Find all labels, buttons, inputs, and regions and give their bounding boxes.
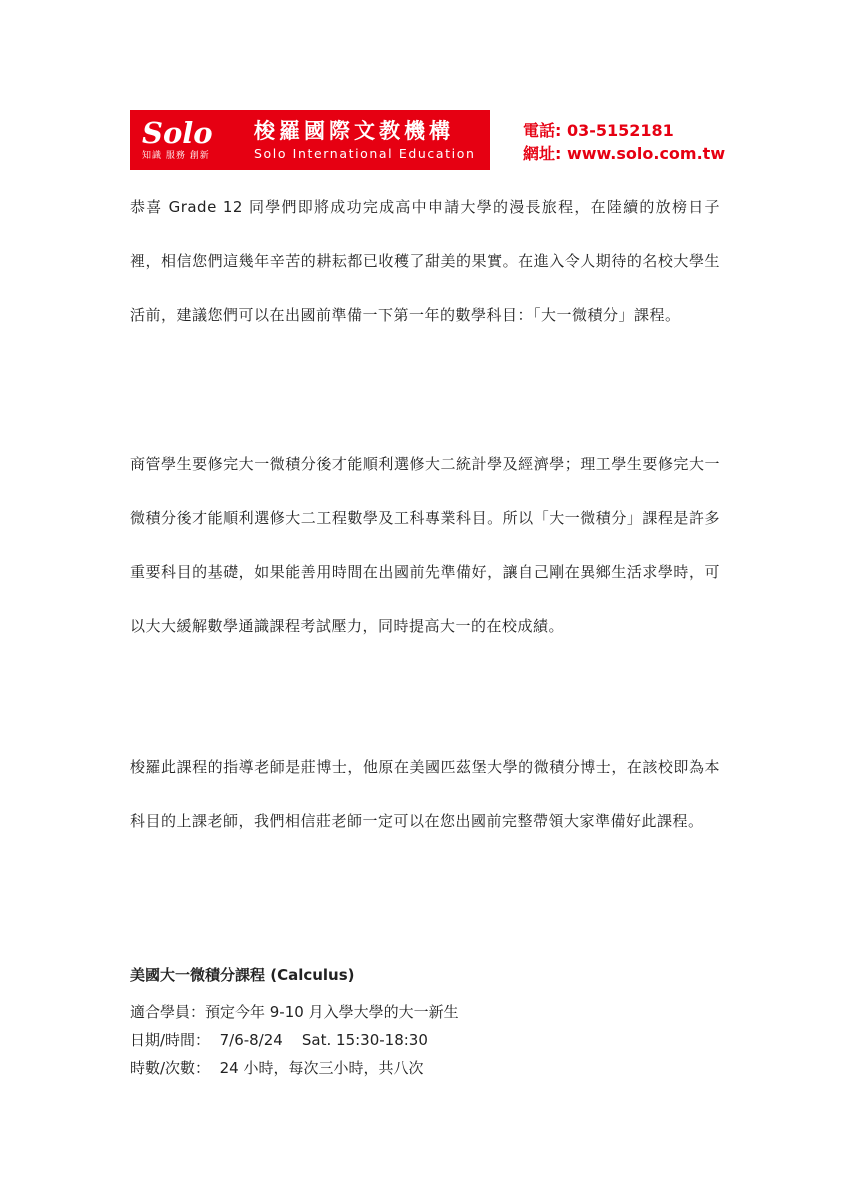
contact-info — [523, 119, 725, 165]
importance-paragraph: 商管學生要修完大一微積分後才能順利選修大二統計學及經濟學；理工學生要修完大一微積分後才能順利選修大二工程數學及工科專業科目。所以「大一微積分」課程是許多重要科目的基礎，如果能善用時間在出國前先準備好，讓自己剛在異鄉生活求學時，可以大大緩解數學通識課程考試壓力，同時提高大一的在校成績。 — [130, 455, 720, 635]
website-url: 網址: www.solo.com.tw — [523, 144, 726, 163]
course-sessions: 時數/次數： 24 小時，每次三小時，共八次 — [130, 1059, 424, 1077]
brand-english-name: Solo International Education — [254, 146, 476, 161]
brand-motto: 知識 服務 創新 — [142, 151, 210, 161]
course-audience: 適合學員：預定今年 9-10 月入學大學的大一新生 — [130, 1003, 459, 1021]
brand-mark — [142, 118, 250, 162]
course-info — [130, 960, 459, 1082]
instructor-paragraph: 梭羅此課程的指導老師是莊博士，他原在美國匹茲堡大學的微積分博士，在該校即為本科目的上課老師，我們相信莊老師一定可以在您出國前完整帶領大家準備好此課程。 — [130, 758, 720, 830]
phone-number: 電話: 03-5152181 — [523, 121, 674, 140]
brand-wordmark: Solo — [142, 116, 213, 150]
brand-names — [254, 118, 475, 162]
course-schedule: 日期/時間： 7/6-8/24 Sat. 15:30-18:30 — [130, 1031, 428, 1049]
logo-banner — [130, 110, 490, 170]
course-title: 美國大一微積分課程 (Calculus) — [130, 966, 355, 984]
intro-paragraph: 恭喜 Grade 12 同學們即將成功完成高中申請大學的漫長旅程，在陸續的放榜日子裡，相信您們這幾年辛苦的耕耘都已收穫了甜美的果實。在進入令人期待的名校大學生活前，建議您們可以在出國前準備一下第一年的數學科目：「大一微積分」課程。 — [130, 198, 720, 324]
brand-chinese-name: 梭羅國際文教機構 — [254, 118, 454, 143]
